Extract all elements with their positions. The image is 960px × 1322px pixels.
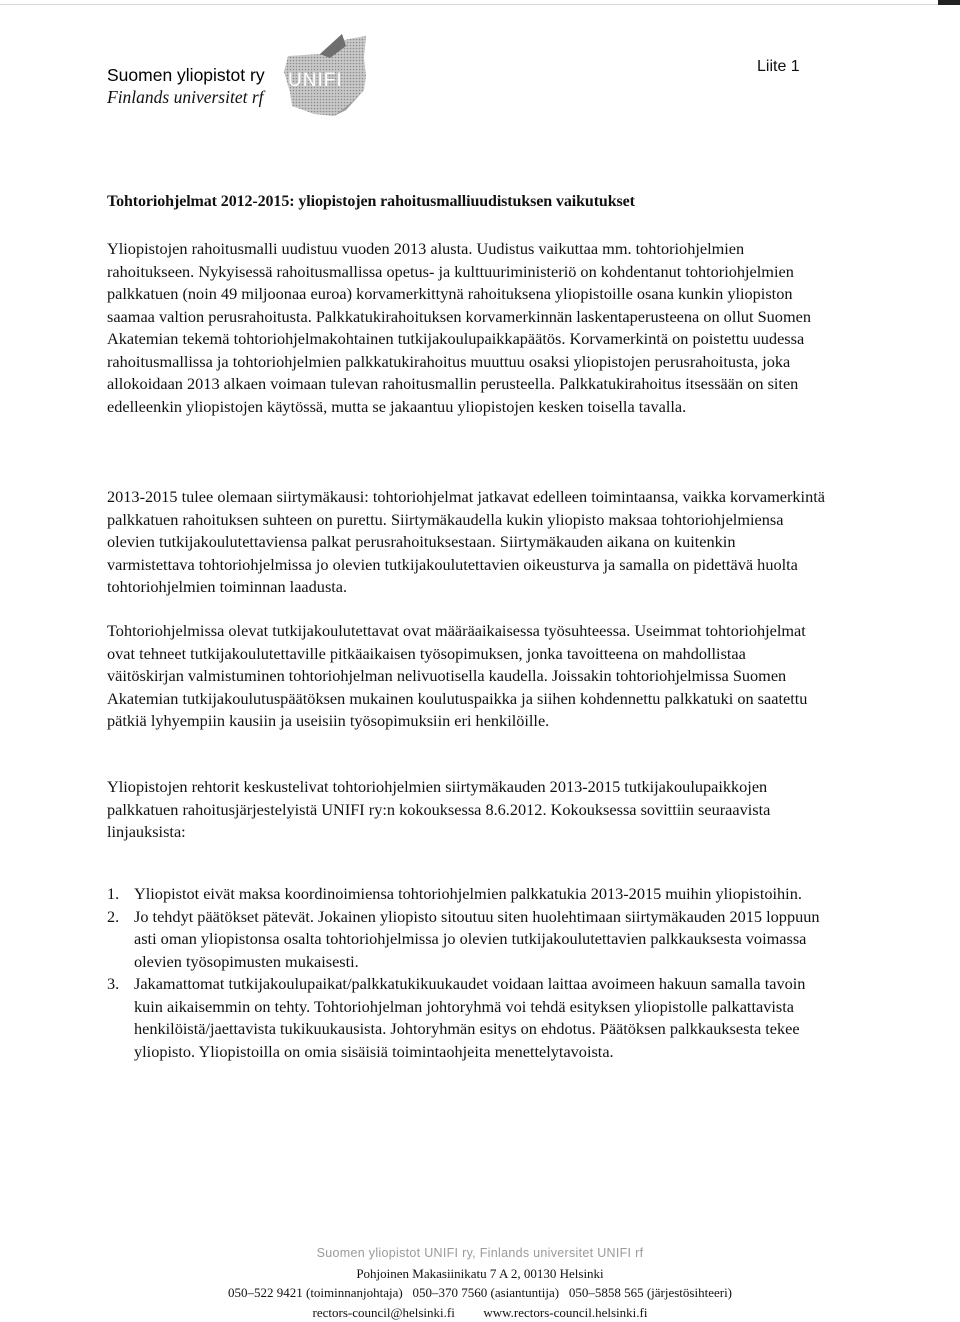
paragraph-3: Tohtoriohjelmissa olevat tutkijakoulutettavat ovat määräaikaisessa työsuhteessa. Useimmat tohtoriohjelmat ovat tehneet tutkijakoulutettaville pitkäaikaisen työsopimuksen, jonka tavoitteena on mahdollistaa väitöskirjan valmistuminen tohtoriohjelman nelivuotisella kaudella. Joissakin tohtoriohjelmissa Suomen Akatemian tutkijakoulutuspäätöksen mukainen koulutuspaikka ja siihen kohdennettu palkkatuki on saatettu pätkiä lyhyempiin kausiin ja useisiin työsopimuksiin eri henkilöille. [107,620,825,733]
list-number: 3. [107,973,119,996]
scan-edge-line [0,4,960,5]
document-title: Tohtoriohjelmat 2012-2015: yliopistojen rahoitusmalliuudistuksen vaikutukset [107,193,635,211]
scan-edge-mark [938,0,960,5]
footer-org-line: Suomen yliopistot UNIFI ry, Finlands universitet UNIFI rf [0,1244,960,1264]
unifi-logo [280,32,372,118]
paragraph-4: Yliopistojen rehtorit keskustelivat tohtoriohjelmien siirtymäkauden 2013-2015 tutkijakoulupaikkojen palkkatuen rahoitusjärjestelyistä UNIFI ry:n kokouksessa 8.6.2012. Kokouksessa sovittiin seuraavista linjauksista: [107,776,825,844]
annex-label: Liite 1 [757,58,800,76]
list-text: Jo tehdyt päätökset pätevät. Jokainen yliopisto sitoutuu siten huolehtimaan siirtymäkauden 2015 loppuun asti oman yliopistonsa osalta tohtoriohjelmissa jo olevien tutkijakoulutettavien palkkauksesta voimassa olevien työsopimusten mukaisesti. [134,907,820,971]
org-name-fi: Suomen yliopistot ry [107,64,265,86]
list-item [107,883,827,906]
list-text: Yliopistot eivät maksa koordinoimiensa tohtoriohjelmien palkkatukia 2013-2015 muihin yliopistoihin. [134,884,802,903]
footer-phones: 050–522 9421 (toiminnanjohtaja) 050–370 7560 (asiantuntija) 050–5858 565 (järjestösihteeri) [0,1283,960,1303]
page-footer [0,1244,960,1322]
paragraph-1: Yliopistojen rahoitusmalli uudistuu vuoden 2013 alusta. Uudistus vaikuttaa mm. tohtoriohjelmien rahoitukseen. Nykyisessä rahoitusmallissa opetus- ja kulttuuriministeriö on kohdentanut tohtoriohjelmien palkkatuen (noin 49 miljoonaa euroa) korvamerkittynä rahoituksena yliopistoille osana kunkin yliopiston saamaa valtion perusrahoitusta. Palkkatukirahoituksen korvamerkinnän laskentaperusteena on ollut Suomen Akatemian tekemä tohtoriohjelmakohtainen tutkijakoulupaikkapäätös. Korvamerkintä on poistettu uudessa rahoitusmallissa ja tohtoriohjelmien palkkatukirahoitus muuttuu osaksi yliopistojen perusrahoitusta, joka allokoidaan 2013 alkaen voimaan tulevan rahoitusmallin perusteella. Palkkatukirahoitus itsessään on siten edelleenkin yliopistojen käytössä, mutta se jakaantuu yliopistojen kesken toisella tavalla. [107,238,825,418]
footer-email[interactable]: rectors-council@helsinki.fi [313,1305,455,1320]
list-item [107,973,827,1063]
list-number: 2. [107,906,119,929]
paragraph-2: 2013-2015 tulee olemaan siirtymäkausi: tohtoriohjelmat jatkavat edelleen toimintaansa, vaikka korvamerkintä palkkatuen rahoituksen suhteen on purettu. Siirtymäkaudella kukin yliopisto maksaa tohtoriohjelmiensa olevien tutkijakoulutettaviensa palkat perusrahoituksestaan. Siirtymäkauden aikana on kuitenkin varmistettava tohtoriohjelmissa jo olevien tutkijakoulutettavien oikeusturva ja samalla on pidettävä huolta tohtoriohjelmien toiminnan laadusta. [107,486,825,599]
logo-text: UNIFI [288,70,343,91]
organization-header [107,64,265,108]
footer-contacts [0,1303,960,1322]
guideline-list [107,883,827,1063]
footer-website[interactable]: www.rectors-council.helsinki.fi [483,1305,647,1320]
list-number: 1. [107,883,119,906]
org-name-sv: Finlands universitet rf [107,86,265,108]
list-item [107,906,827,974]
list-text: Jakamattomat tutkijakoulupaikat/palkkatukikuukaudet voidaan laittaa avoimeen hakuun samalla tavoin kuin aikaisemmin on tehty. Tohtoriohjelman johtoryhmä voi tehdä esityksen yliopistolle palkattavista henkilöistä/jaettavista tukikuukausista. Johtoryhmän esitys on ehdotus. Päätöksen palkkauksesta tekee yliopisto. Yliopistoilla on omia sisäisiä toimintaohjeita menettelytavoista. [134,974,805,1061]
footer-address: Pohjoinen Makasiinikatu 7 A 2, 00130 Helsinki [0,1264,960,1284]
